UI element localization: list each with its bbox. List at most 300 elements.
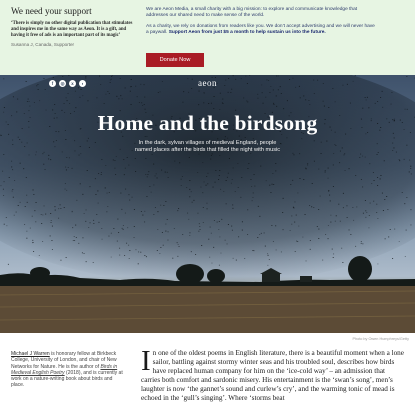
bird-speck (225, 240, 226, 241)
bird-speck (405, 256, 406, 257)
author-bio-text-end: (2018), and is currently at work on a nature-writing book about birds and place. (11, 369, 123, 389)
bird-speck (135, 158, 136, 159)
bird-speck (199, 226, 200, 227)
bird-speck (272, 184, 273, 185)
bird-speck (144, 97, 145, 98)
bird-speck (167, 172, 168, 173)
bird-speck (334, 144, 335, 145)
bird-speck (343, 155, 344, 156)
bird-speck (318, 209, 319, 210)
bird-speck (308, 100, 309, 101)
bird-speck (97, 191, 98, 192)
bird-speck (193, 200, 194, 201)
bird-speck (139, 102, 140, 103)
bird-speck (66, 98, 67, 99)
bird-speck (45, 169, 46, 170)
bird-speck (102, 239, 103, 240)
bird-speck (146, 196, 147, 197)
bird-speck (299, 178, 300, 179)
bird-speck (138, 264, 139, 265)
bird-speck (228, 224, 229, 225)
bird-speck (105, 165, 106, 166)
bird-speck (51, 220, 52, 221)
bird-speck (147, 174, 148, 175)
bird-speck (366, 212, 367, 213)
bird-speck (41, 223, 42, 224)
bird-speck (26, 195, 27, 196)
bird-speck (87, 101, 88, 102)
bird-speck (325, 172, 326, 173)
bird-speck (36, 152, 37, 153)
bird-speck (370, 203, 371, 204)
bird-speck (365, 157, 366, 158)
donate-button[interactable]: Donate Now (146, 53, 204, 67)
bird-speck (189, 235, 190, 236)
bird-speck (227, 177, 228, 178)
bird-speck (157, 178, 158, 179)
bird-speck (86, 261, 87, 262)
bird-speck (20, 163, 21, 164)
bird-speck (328, 238, 329, 239)
bird-speck (273, 90, 274, 91)
bird-speck (312, 183, 313, 184)
bird-speck (73, 240, 74, 241)
bird-speck (203, 93, 204, 94)
bird-speck (130, 91, 131, 92)
bird-speck (199, 223, 200, 224)
bird-speck (314, 141, 315, 142)
bird-speck (111, 257, 112, 258)
bird-speck (119, 255, 120, 256)
bird-speck (78, 243, 79, 244)
bird-speck (39, 255, 40, 256)
instagram-icon[interactable]: ◎ (60, 81, 65, 86)
bird-speck (247, 102, 248, 103)
bird-speck (44, 206, 45, 207)
bird-speck (159, 253, 160, 254)
bird-speck (101, 228, 102, 229)
bird-speck (75, 107, 76, 108)
bird-speck (380, 97, 381, 98)
bird-speck (182, 176, 183, 177)
bird-speck (34, 210, 35, 211)
bird-speck (362, 187, 363, 188)
bird-speck (147, 177, 148, 178)
bird-speck (283, 198, 284, 199)
bird-speck (406, 197, 407, 198)
bird-speck (317, 226, 318, 227)
bird-speck (269, 185, 270, 186)
bird-speck (228, 92, 229, 93)
bird-speck (179, 163, 180, 164)
bird-speck (386, 196, 387, 197)
bird-speck (142, 105, 143, 106)
bird-speck (41, 214, 42, 215)
bird-speck (54, 104, 55, 105)
bird-speck (117, 219, 118, 220)
bird-speck (257, 94, 258, 95)
bird-speck (75, 225, 76, 226)
bird-speck (207, 184, 208, 185)
bird-speck (199, 91, 200, 92)
bird-speck (272, 173, 273, 174)
bird-speck (95, 194, 96, 195)
banner-left (11, 6, 135, 47)
bird-speck (174, 161, 175, 162)
bird-speck (281, 93, 282, 94)
bird-speck (220, 253, 221, 254)
bird-speck (197, 172, 198, 173)
bird-speck (247, 210, 248, 211)
bird-speck (323, 101, 324, 102)
bird-speck (281, 252, 282, 253)
bird-speck (82, 95, 83, 96)
bird-speck (210, 227, 211, 228)
aeon-logo[interactable]: aeon (198, 78, 217, 88)
bird-speck (145, 109, 146, 110)
article-title: Home and the birdsong (97, 111, 318, 135)
bird-speck (54, 206, 55, 207)
bird-speck (328, 225, 329, 226)
bird-speck (12, 169, 13, 170)
bird-speck (290, 230, 291, 231)
bird-speck (160, 205, 161, 206)
bird-speck (60, 208, 61, 209)
bird-speck (259, 234, 260, 235)
bird-speck (142, 215, 143, 216)
bird-speck (129, 250, 130, 251)
bird-speck (108, 236, 109, 237)
bird-speck (183, 91, 184, 92)
bird-speck (74, 236, 75, 237)
bird-speck (6, 217, 7, 218)
bird-speck (410, 225, 411, 226)
bird-speck (247, 234, 248, 235)
bird-speck (394, 138, 395, 139)
bird-speck (214, 220, 215, 221)
bird-speck (306, 261, 307, 262)
bird-speck (69, 103, 70, 104)
bird-speck (140, 252, 141, 253)
bird-speck (325, 170, 326, 171)
bird-speck (145, 174, 146, 175)
bird-speck (296, 241, 297, 242)
bird-speck (377, 218, 378, 219)
bird-speck (65, 167, 66, 168)
bird-speck (333, 165, 334, 166)
bird-speck (270, 192, 271, 193)
bird-speck (66, 170, 67, 171)
bird-speck (219, 221, 220, 222)
bird-speck (155, 176, 156, 177)
bird-speck (253, 138, 254, 139)
bird-speck (202, 162, 203, 163)
bird-speck (273, 104, 274, 105)
bird-speck (191, 88, 192, 89)
bird-speck (409, 160, 410, 161)
bird-speck (128, 165, 129, 166)
bird-speck (219, 155, 220, 156)
bird-speck (18, 137, 19, 138)
bird-speck (145, 136, 146, 137)
bird-speck (273, 241, 274, 242)
bird-speck (203, 207, 204, 208)
rss-icon[interactable]: ◗ (79, 80, 86, 87)
bird-speck (226, 204, 227, 205)
bird-speck (390, 229, 391, 230)
bird-speck (25, 206, 26, 207)
bird-speck (257, 98, 258, 99)
drop-cap: I (141, 345, 151, 377)
bird-speck (144, 211, 145, 212)
bird-speck (48, 159, 49, 160)
bird-speck (290, 184, 291, 185)
bird-speck (238, 237, 239, 238)
bird-speck (355, 75, 356, 76)
bird-speck (6, 225, 7, 226)
bird-speck (246, 101, 247, 102)
bird-speck (153, 185, 154, 186)
bird-speck (392, 258, 393, 259)
bird-speck (68, 167, 69, 168)
bird-speck (232, 205, 233, 206)
bird-speck (368, 108, 369, 109)
bird-speck (134, 209, 135, 210)
bird-speck (76, 200, 77, 201)
bird-speck (35, 155, 36, 156)
bird-speck (124, 255, 125, 256)
x-icon[interactable]: x (69, 80, 76, 87)
bird-speck (321, 142, 322, 143)
bird-speck (314, 93, 315, 94)
bird-speck (392, 150, 393, 151)
bird-speck (81, 89, 82, 90)
bird-speck (87, 170, 88, 171)
bird-speck (188, 92, 189, 93)
bird-speck (377, 143, 378, 144)
mission-text: We are Aeon Media, a small charity with a big mission: to explore and communicate knowledge that addresses our shared need to make sense of the world. (146, 7, 358, 19)
bird-speck (328, 178, 329, 179)
bird-speck (198, 104, 199, 105)
bird-speck (177, 256, 178, 257)
bird-speck (125, 213, 126, 214)
bird-speck (137, 96, 138, 97)
bird-speck (396, 152, 397, 153)
bird-speck (276, 76, 277, 77)
bird-speck (219, 265, 220, 266)
bird-speck (19, 139, 20, 140)
bird-speck (328, 190, 329, 191)
bird-speck (29, 155, 30, 156)
bird-speck (3, 154, 4, 155)
bird-speck (219, 109, 220, 110)
bird-speck (17, 99, 18, 100)
bird-speck (303, 96, 304, 97)
bird-speck (13, 197, 14, 198)
bird-speck (303, 179, 304, 180)
bird-speck (182, 102, 183, 103)
bird-speck (243, 98, 244, 99)
bird-speck (375, 103, 376, 104)
bird-speck (244, 258, 245, 259)
bird-speck (215, 170, 216, 171)
bird-speck (275, 226, 276, 227)
bird-speck (35, 222, 36, 223)
bird-speck (9, 177, 10, 178)
bird-speck (11, 167, 12, 168)
bird-speck (283, 108, 284, 109)
bird-speck (214, 96, 215, 97)
bird-speck (350, 103, 351, 104)
bird-speck (50, 159, 51, 160)
bird-speck (310, 240, 311, 241)
bird-speck (250, 179, 251, 180)
bird-speck (120, 95, 121, 96)
bird-speck (352, 207, 353, 208)
bird-speck (27, 143, 28, 144)
bird-speck (211, 155, 212, 156)
bird-speck (407, 109, 408, 110)
bird-speck (131, 104, 132, 105)
bird-speck (3, 195, 4, 196)
bird-speck (411, 174, 412, 175)
bird-speck (365, 200, 366, 201)
bird-speck (377, 154, 378, 155)
bird-speck (349, 168, 350, 169)
bird-speck (107, 193, 108, 194)
bird-speck (215, 182, 216, 183)
bird-speck (134, 226, 135, 227)
bird-speck (99, 76, 100, 77)
bird-speck (98, 222, 99, 223)
bird-speck (207, 173, 208, 174)
bird-speck (206, 176, 207, 177)
bird-speck (226, 180, 227, 181)
bird-speck (252, 250, 253, 251)
bird-speck (294, 202, 295, 203)
bird-speck (233, 168, 234, 169)
bird-speck (273, 103, 274, 104)
facebook-icon[interactable]: f (49, 80, 56, 87)
bird-speck (79, 155, 80, 156)
bird-speck (233, 75, 234, 76)
bird-speck (124, 174, 125, 175)
bird-speck (11, 161, 12, 162)
bird-speck (105, 94, 106, 95)
bird-speck (267, 253, 268, 254)
bird-speck (377, 101, 378, 102)
bird-speck (12, 189, 13, 190)
bird-speck (227, 244, 228, 245)
bird-speck (391, 104, 392, 105)
bird-speck (66, 157, 67, 158)
bird-speck (168, 177, 169, 178)
bird-speck (23, 168, 24, 169)
bird-speck (217, 222, 218, 223)
bird-speck (336, 216, 337, 217)
bird-speck (45, 89, 46, 90)
bird-speck (27, 202, 28, 203)
bird-speck (129, 258, 130, 259)
bird-speck (26, 177, 27, 178)
bird-speck (399, 160, 400, 161)
bird-speck (168, 232, 169, 233)
bird-speck (233, 258, 234, 259)
bird-speck (52, 249, 53, 250)
bird-speck (118, 232, 119, 233)
bird-speck (282, 212, 283, 213)
bird-speck (394, 229, 395, 230)
bird-speck (368, 228, 369, 229)
supporter-quote: ‘There is simply no other digital publication that stimulates and inspires me in the same way as Aeon. It is a gift, and having it free of ads is an important part of its magic’ (11, 21, 133, 39)
bird-speck (278, 76, 279, 77)
bird-speck (366, 100, 367, 101)
bird-speck (68, 93, 69, 94)
author-name-link[interactable]: Michael J Warren (11, 351, 50, 357)
bird-speck (79, 97, 80, 98)
bird-speck (122, 136, 123, 137)
bird-speck (330, 222, 331, 223)
bird-speck (172, 258, 173, 259)
bird-speck (252, 200, 253, 201)
bird-speck (74, 140, 75, 141)
bird-speck (223, 191, 224, 192)
bird-speck (384, 199, 385, 200)
bird-speck (373, 172, 374, 173)
bird-speck (119, 248, 120, 249)
bird-speck (380, 179, 381, 180)
bird-speck (221, 219, 222, 220)
bird-speck (182, 234, 183, 235)
bird-speck (52, 226, 53, 227)
bird-speck (144, 222, 145, 223)
bird-speck (21, 142, 22, 143)
bird-speck (112, 75, 113, 76)
bird-speck (286, 138, 287, 139)
bird-speck (32, 216, 33, 217)
bird-speck (206, 203, 207, 204)
bird-speck (342, 262, 343, 263)
bird-speck (127, 157, 128, 158)
bird-speck (165, 231, 166, 232)
bird-speck (328, 168, 329, 169)
bird-speck (39, 100, 40, 101)
bird-speck (399, 241, 400, 242)
bird-speck (313, 207, 314, 208)
bird-speck (29, 106, 30, 107)
bird-speck (220, 93, 221, 94)
bird-speck (189, 233, 190, 234)
bird-speck (300, 98, 301, 99)
bird-speck (382, 193, 383, 194)
author-book-link[interactable]: Birds in Medieval English Poetry (11, 363, 118, 376)
bird-speck (42, 241, 43, 242)
bird-speck (42, 153, 43, 154)
bird-speck (54, 146, 55, 147)
bird-speck (4, 224, 5, 225)
bird-speck (405, 109, 406, 110)
bird-speck (32, 242, 33, 243)
bird-speck (165, 224, 166, 225)
bird-speck (309, 205, 310, 206)
bird-speck (135, 249, 136, 250)
bird-speck (213, 108, 214, 109)
bird-speck (269, 259, 270, 260)
bird-speck (68, 75, 69, 76)
bird-speck (72, 211, 73, 212)
bird-speck (208, 103, 209, 104)
bird-speck (383, 210, 384, 211)
